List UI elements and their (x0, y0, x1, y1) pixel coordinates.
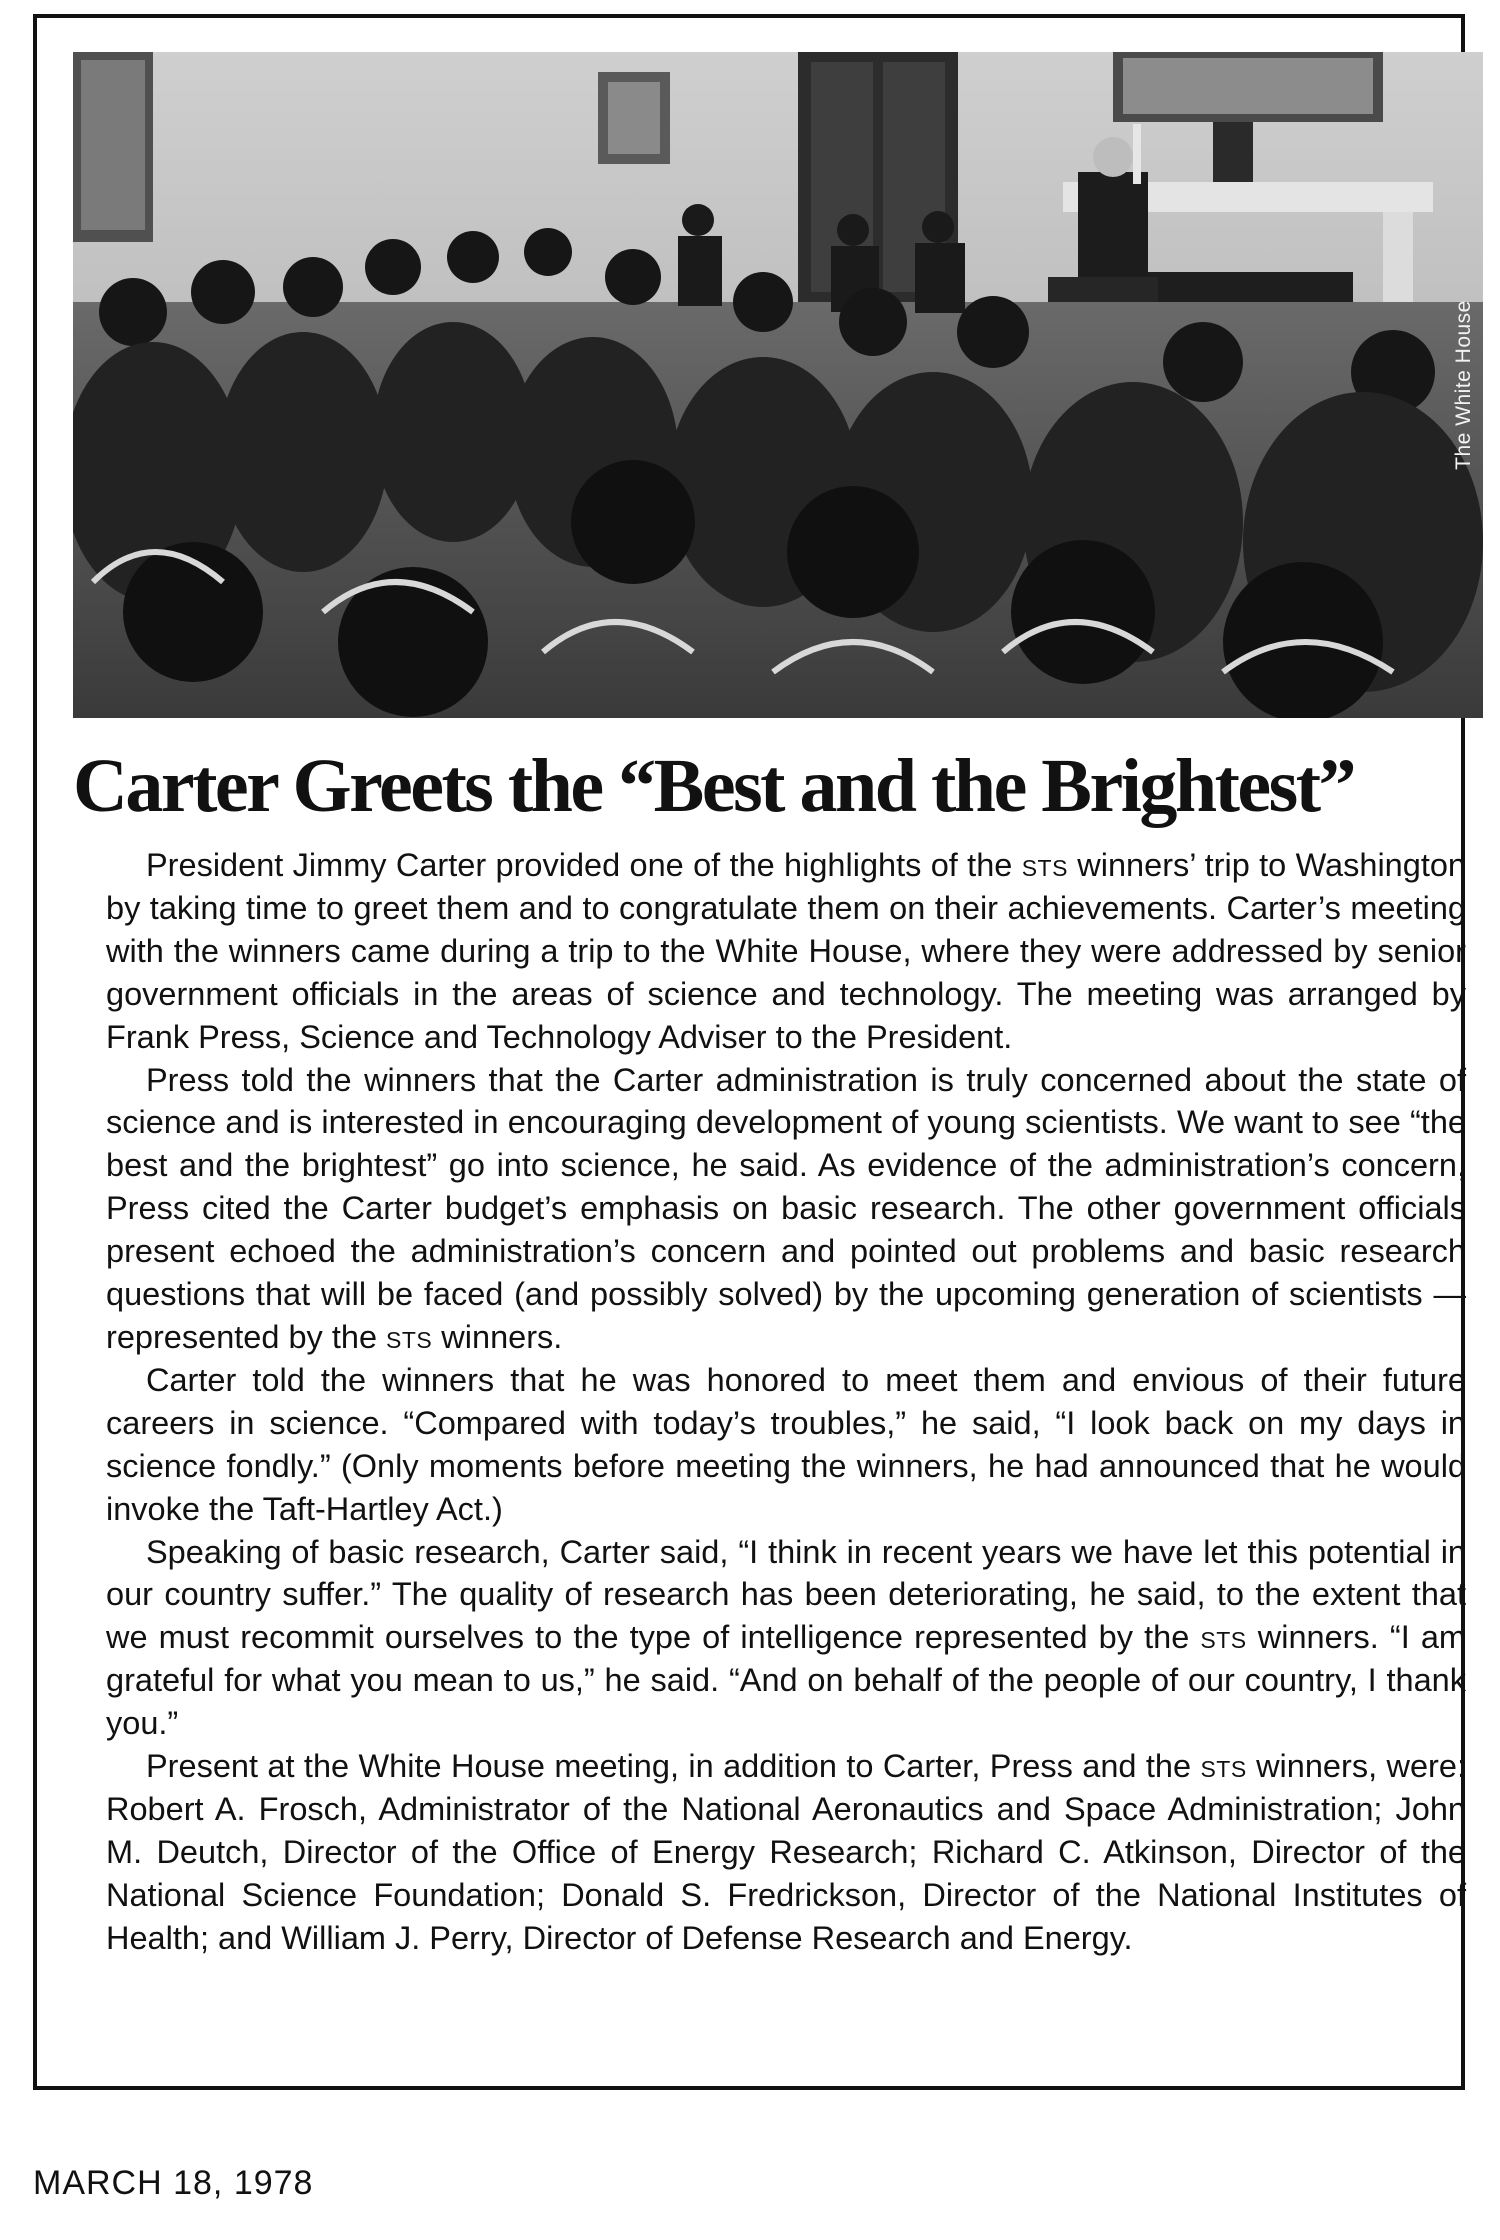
article-paragraph (106, 1531, 1466, 1746)
paragraph-text: winners, were: Robert A. Frosch, Administrator of the National Aeronautics and Space Administration; John M. Deutch, Director of the Office of Energy Research; Richard C. Atkinson, Director of the National Science Foundation; Donald S. Fredrickson, Director of the National Institutes of Health; and William J. Perry, Director of Defense Research and Energy. (106, 1748, 1466, 1956)
article-paragraph (106, 1059, 1466, 1359)
dateline: MARCH 18, 1978 (33, 2164, 314, 2202)
sts-abbreviation: sts (1200, 1619, 1247, 1656)
article-paragraph (106, 1745, 1466, 1960)
paragraph-text: winners. (432, 1318, 563, 1355)
paragraph-text: Present at the White House meeting, in addition to Carter, Press and the (146, 1748, 1201, 1785)
photo-credit (1447, 52, 1481, 718)
photo-illustration (73, 52, 1483, 718)
headline: Carter Greets the “Best and the Brightest” (73, 744, 1355, 828)
sts-abbreviation: sts (1021, 847, 1068, 883)
article-paragraph (106, 844, 1466, 1059)
news-photo (73, 52, 1483, 718)
paragraph-text: Press told the winners that the Carter administration is truly concerned about the state of science and is interested in encouraging development of young scientists. We want to see “the best and the brightest” go into science, he said. As evidence of the administration’s concern, Press cited the Carter budget’s emphasis on basic research. The other government officials present echoed the administration’s concern and pointed out problems and basic research questions that will be faced (and possibly solved) by the upcoming generation of scientists — represented by the (106, 1061, 1466, 1355)
sts-abbreviation: sts (386, 1318, 433, 1355)
article-paragraph (106, 1359, 1466, 1531)
paragraph-text: winners’ trip to Washington by taking time to greet them and to congratulate them on their achievements. Carter’s meeting with the winners came during a trip to the White House, where they were addressed by senior government officials in the areas of science and technology. The meeting was arranged by Frank Press, Science and Technology Adviser to the President. (106, 847, 1466, 1055)
paragraph-text: Carter told the winners that he was honored to meet them and envious of their future careers in science. “Compared with today’s troubles,” he said, “I look back on my days in science fondly.” (Only moments before meeting the winners, he had announced that he would invoke the Taft-Hartley Act.) (106, 1361, 1466, 1527)
article-frame (33, 14, 1475, 2090)
paragraph-text: Speaking of basic research, Carter said, “I think in recent years we have let this potential in our country suffer.” The quality of research has been deteriorating, he said, to the extent that we must recommit ourselves to the type of intelligence represented by the (106, 1533, 1466, 1656)
sts-abbreviation: sts (1200, 1748, 1247, 1785)
article-body (106, 844, 1466, 1960)
paragraph-text: President Jimmy Carter provided one of the highlights of the (146, 847, 1022, 883)
paragraph-text: winners. “I am grateful for what you mean to us,” he said. “And on behalf of the people of our country, I thank you.” (106, 1619, 1467, 1742)
photo-credit-text: The White House (1452, 300, 1475, 470)
